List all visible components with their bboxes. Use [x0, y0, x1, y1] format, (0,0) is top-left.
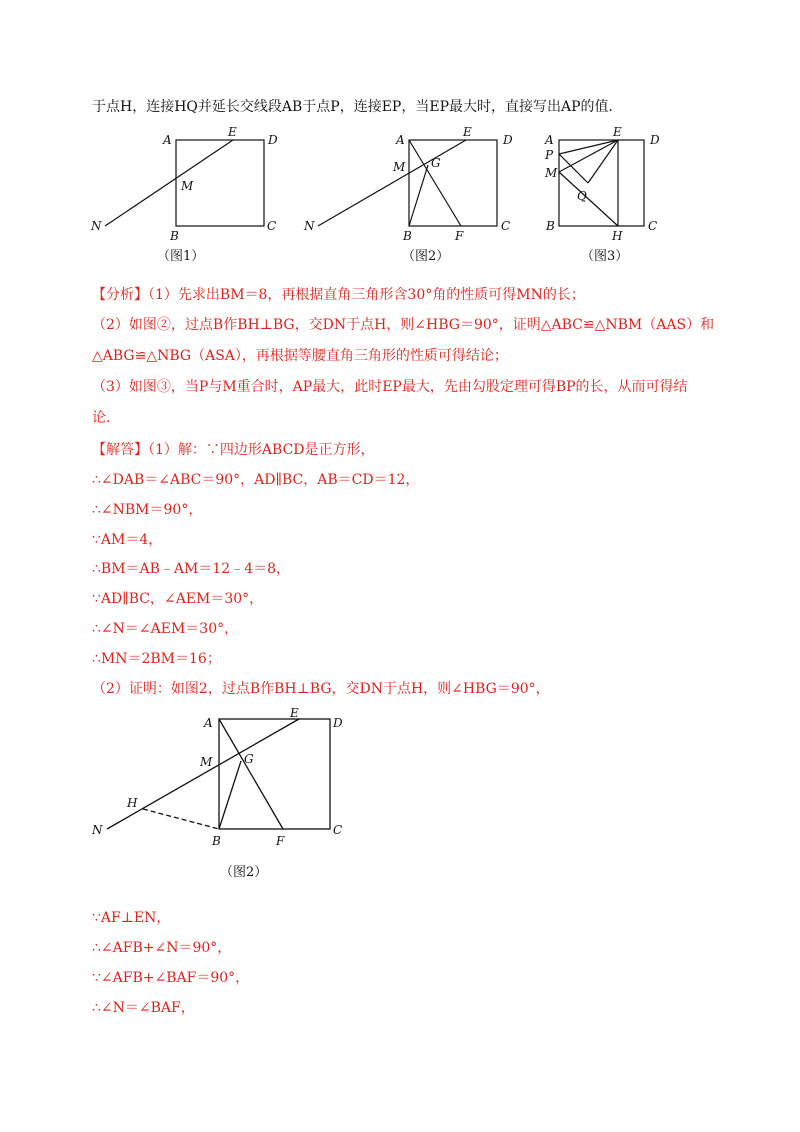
figure-2	[318, 140, 497, 226]
fig2l-label-e: E	[290, 706, 299, 720]
analysis-line-3: △ABG≌△NBG（ASA），再根据等腰直角三角形的性质可得结论；	[92, 348, 508, 364]
fig3-line-mh	[559, 172, 618, 226]
fig2l-line-bg	[219, 761, 241, 829]
fig2l-label-m: M	[200, 755, 213, 769]
fig2-label-c: C	[501, 219, 511, 233]
fig2-line-af	[409, 140, 461, 226]
problem-text: 于点H，连接HQ并延长交线段AB于点P，连接EP，当EP最大时，直接写出AP的值．	[92, 99, 623, 115]
solution-line-8: ∴MN＝2BM＝16；	[92, 651, 221, 667]
solution-line-1: 【解答】（1）解：∵四边形ABCD是正方形，	[92, 442, 375, 458]
analysis-line-1: 【分析】（1）先求出BM＝8，再根据直角三角形含30°角的性质可得MN的长；	[92, 287, 585, 303]
solution-line-5: ∴BM＝AB﹣AM＝12﹣4＝8，	[92, 561, 291, 577]
fig2-line-ne	[318, 140, 466, 226]
fig1-label-e: E	[228, 125, 237, 139]
solution2-line-2: ∴∠AFB+∠N＝90°，	[92, 940, 232, 956]
fig3-label-h: H	[612, 229, 623, 243]
fig2l-label-c: C	[333, 823, 343, 837]
fig3-label-p: P	[545, 148, 554, 162]
fig2l-caption: （图2）	[220, 865, 268, 880]
fig1-line-ne	[105, 140, 233, 226]
fig3-caption: （图3）	[581, 249, 629, 264]
solution-line-6: ∵AD∥BC，∠AEM＝30°，	[92, 591, 264, 607]
fig2l-label-d: D	[333, 716, 343, 730]
fig2-label-d: D	[503, 133, 513, 147]
fig1-label-b: B	[170, 229, 179, 243]
figure-2-large	[0, 705, 800, 885]
fig2l-line-ne	[107, 719, 299, 829]
fig2l-label-n: N	[92, 823, 103, 837]
fig1-label-a: A	[163, 133, 172, 147]
fig2l-label-g: G	[244, 752, 254, 766]
fig2-line-bg	[409, 165, 428, 226]
fig2l-square	[219, 719, 330, 829]
fig2l-line-af	[219, 719, 283, 829]
fig3-label-e: E	[613, 125, 622, 139]
fig2l-label-f: F	[276, 834, 285, 848]
fig2-label-e: E	[463, 125, 472, 139]
fig3-label-a: A	[545, 133, 554, 147]
fig2l-label-h: H	[127, 796, 138, 810]
fig3-label-m: M	[545, 166, 558, 180]
figure-row	[0, 122, 800, 272]
fig2l-label-b: B	[212, 834, 221, 848]
fig1-label-c: C	[267, 219, 277, 233]
fig2-label-f: F	[455, 229, 464, 243]
fig3-label-c: C	[648, 219, 658, 233]
fig1-label-m: M	[181, 179, 194, 193]
solution-line-7: ∴∠N＝∠AEM＝30°，	[92, 621, 239, 637]
solution-line-4: ∵AM＝4，	[92, 532, 163, 548]
analysis-line-2: （2）如图②，过点B作BH⊥BG，交DN于点H，则∠HBG＝90°，证明△ABC≌△NBM（AAS）和	[92, 317, 715, 333]
analysis-line-4: （3）如图③，当P与M重合时，AP最大，此时EP最大，先由勾股定理可得BP的长，从而可得结	[92, 379, 688, 395]
fig1-label-n: N	[91, 219, 102, 233]
fig2l-line-hb-dashed	[143, 809, 219, 829]
solution2-line-3: ∵∠AFB+∠BAF＝90°，	[92, 970, 250, 986]
solution-line-3: ∴∠NBM＝90°，	[92, 502, 203, 518]
solution-line-2: ∴∠DAB＝∠ABC＝90°，AD∥BC，AB＝CD＝12，	[92, 472, 420, 488]
solution2-line-4: ∴∠N＝∠BAF，	[92, 1000, 195, 1016]
solution-line-9: （2）证明：如图2，过点B作BH⊥BG，交DN于点H，则∠HBG＝90°，	[92, 681, 550, 697]
fig3-label-b: B	[546, 219, 555, 233]
fig2-label-n: N	[304, 219, 315, 233]
figure-3	[559, 140, 644, 226]
fig2-label-b: B	[403, 229, 412, 243]
solution2-line-1: ∵AF⊥EN，	[92, 910, 171, 926]
fig1-label-d: D	[268, 133, 278, 147]
analysis-line-5: 论．	[92, 410, 120, 426]
fig2-label-a: A	[396, 133, 405, 147]
fig3-label-q: Q	[577, 189, 587, 203]
fig2-caption: （图2）	[402, 249, 450, 264]
fig2l-label-a: A	[204, 716, 213, 730]
fig3-line-me	[559, 140, 618, 172]
fig1-caption: （图1）	[157, 249, 205, 264]
fig2-label-g: G	[431, 156, 441, 170]
fig2-label-m: M	[393, 160, 406, 174]
fig3-label-d: D	[650, 133, 660, 147]
